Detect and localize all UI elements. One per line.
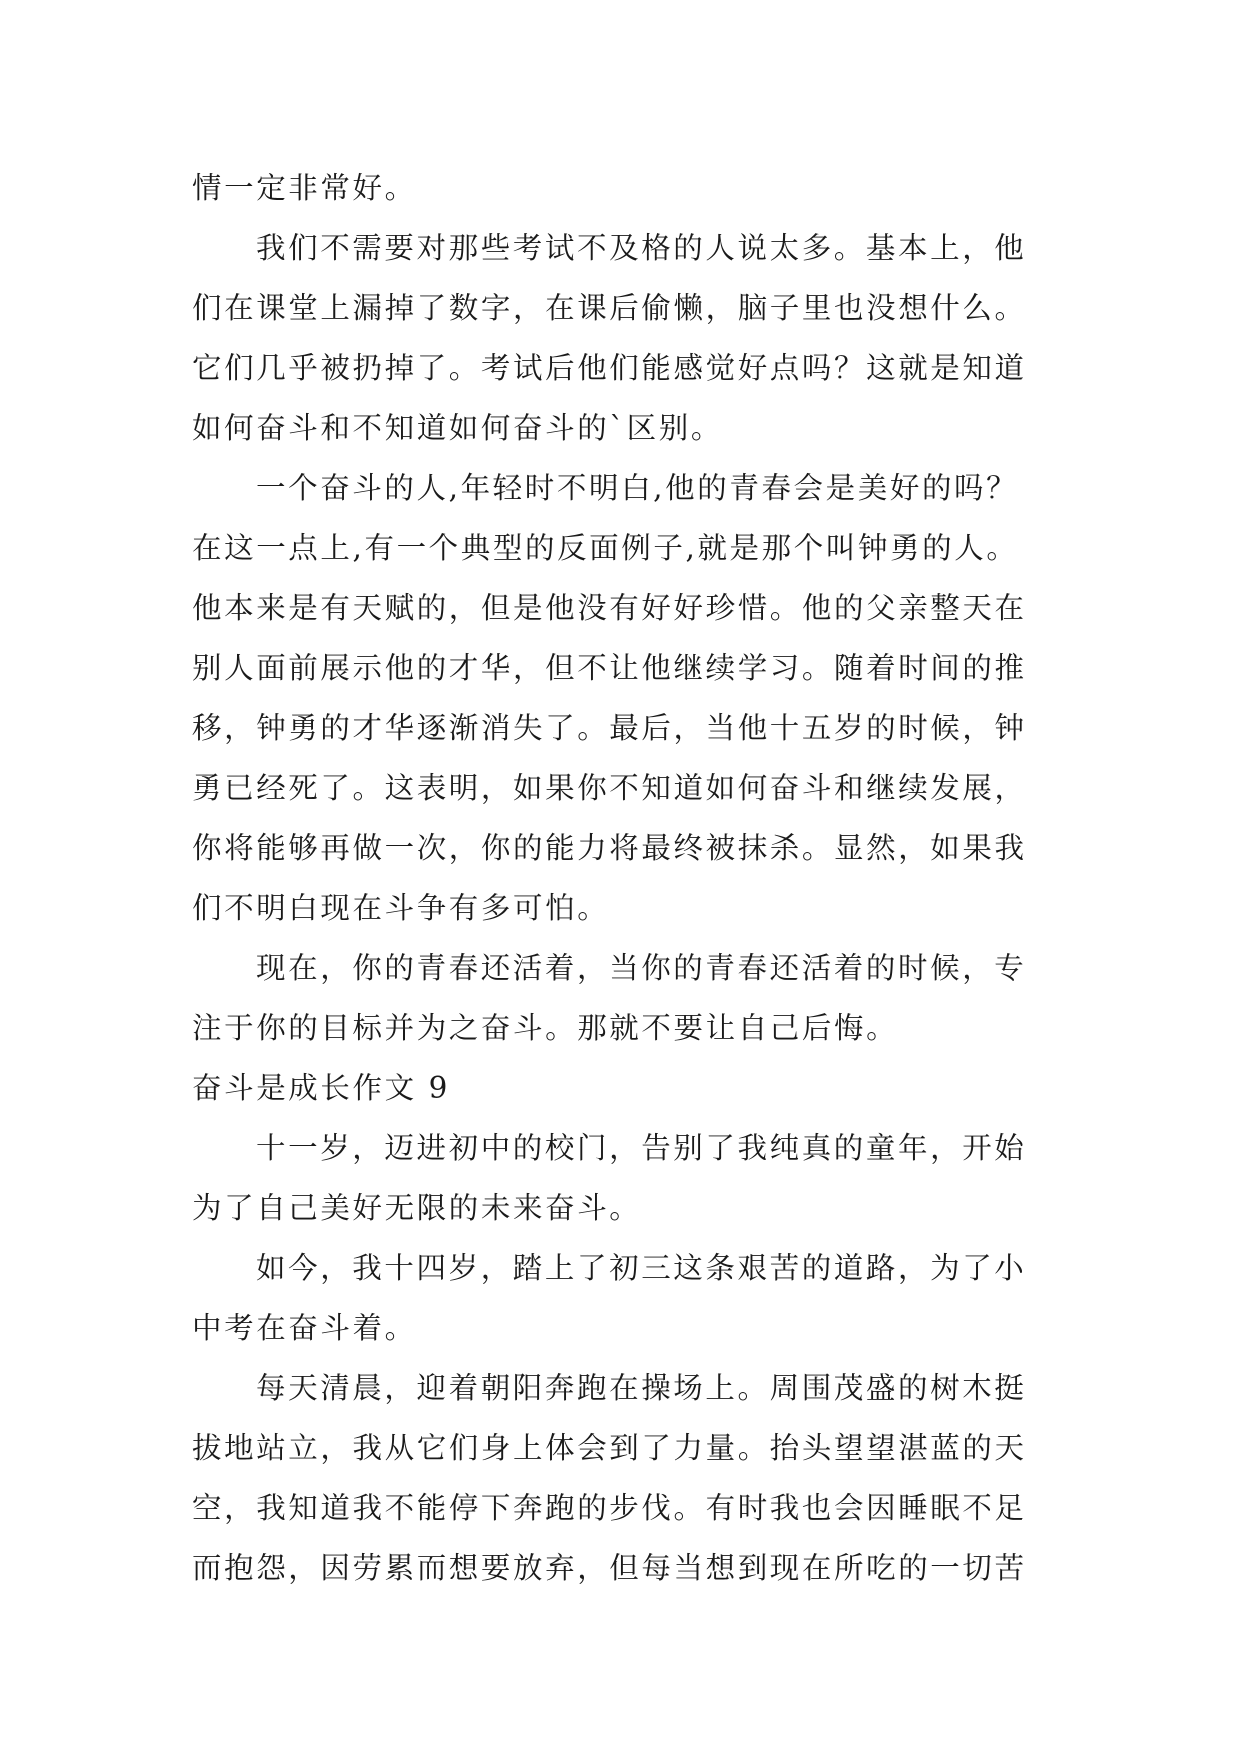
paragraph-start-line: 每天清晨，迎着朝阳奔跑在操场上。周围茂盛的树木挺 — [256, 1371, 1027, 1405]
text-line-8: 他本来是有天赋的，但是他没有好好珍惜。他的父亲整天在 — [192, 591, 1027, 625]
text-line-4: 它们几乎被扔掉了。考试后他们能感觉好点吗？这就是知道 — [192, 351, 1027, 385]
paragraph-start-line: 十一岁，迈进初中的校门，告别了我纯真的童年，开始 — [256, 1131, 1027, 1165]
text-line-18: 为了自己美好无限的未来奋斗。 — [192, 1191, 642, 1225]
text-line-12: 你将能够再做一次，你的能力将最终被抹杀。显然，如果我 — [192, 831, 1027, 865]
text-line-23: 空，我知道我不能停下奔跑的步伐。有时我也会因睡眠不足 — [192, 1491, 1027, 1525]
text-line-15: 注于你的目标并为之奋斗。那就不要让自己后悔。 — [192, 1011, 899, 1045]
text-line-3: 们在课堂上漏掉了数字，在课后偷懒，脑子里也没想什么。 — [192, 291, 1027, 325]
paragraph-start-line: 我们不需要对那些考试不及格的人说太多。基本上，他 — [256, 231, 1027, 265]
text-line-10: 移，钟勇的才华逐渐消失了。最后，当他十五岁的时候，钟 — [192, 711, 1027, 745]
essay-body — [192, 158, 1072, 1598]
paragraph-start-line: 如今，我十四岁，踏上了初三这条艰苦的道路，为了小 — [256, 1251, 1027, 1285]
text-line-20: 中考在奋斗着。 — [192, 1311, 417, 1345]
essay-section-heading: 奋斗是成长作文 9 — [192, 1071, 451, 1105]
paragraph-start-line: 一个奋斗的人,年轻时不明白,他的青春会是美好的吗？ — [256, 471, 1019, 505]
text-line-5: 如何奋斗和不知道如何奋斗的`区别。 — [192, 411, 723, 445]
paragraph-start-line: 现在，你的青春还活着，当你的青春还活着的时候，专 — [256, 951, 1027, 985]
text-line-24: 而抱怨，因劳累而想要放弃，但每当想到现在所吃的一切苦 — [192, 1551, 1027, 1585]
text-line-9: 别人面前展示他的才华，但不让他继续学习。随着时间的推 — [192, 651, 1027, 685]
text-line-11: 勇已经死了。这表明，如果你不知道如何奋斗和继续发展， — [192, 771, 1027, 805]
text-line-1: 情一定非常好。 — [192, 171, 417, 205]
text-line-13: 们不明白现在斗争有多可怕。 — [192, 891, 610, 925]
text-line-22: 拔地站立，我从它们身上体会到了力量。抬头望望湛蓝的天 — [192, 1431, 1027, 1465]
text-line-7: 在这一点上,有一个典型的反面例子,就是那个叫钟勇的人。 — [192, 531, 1019, 565]
